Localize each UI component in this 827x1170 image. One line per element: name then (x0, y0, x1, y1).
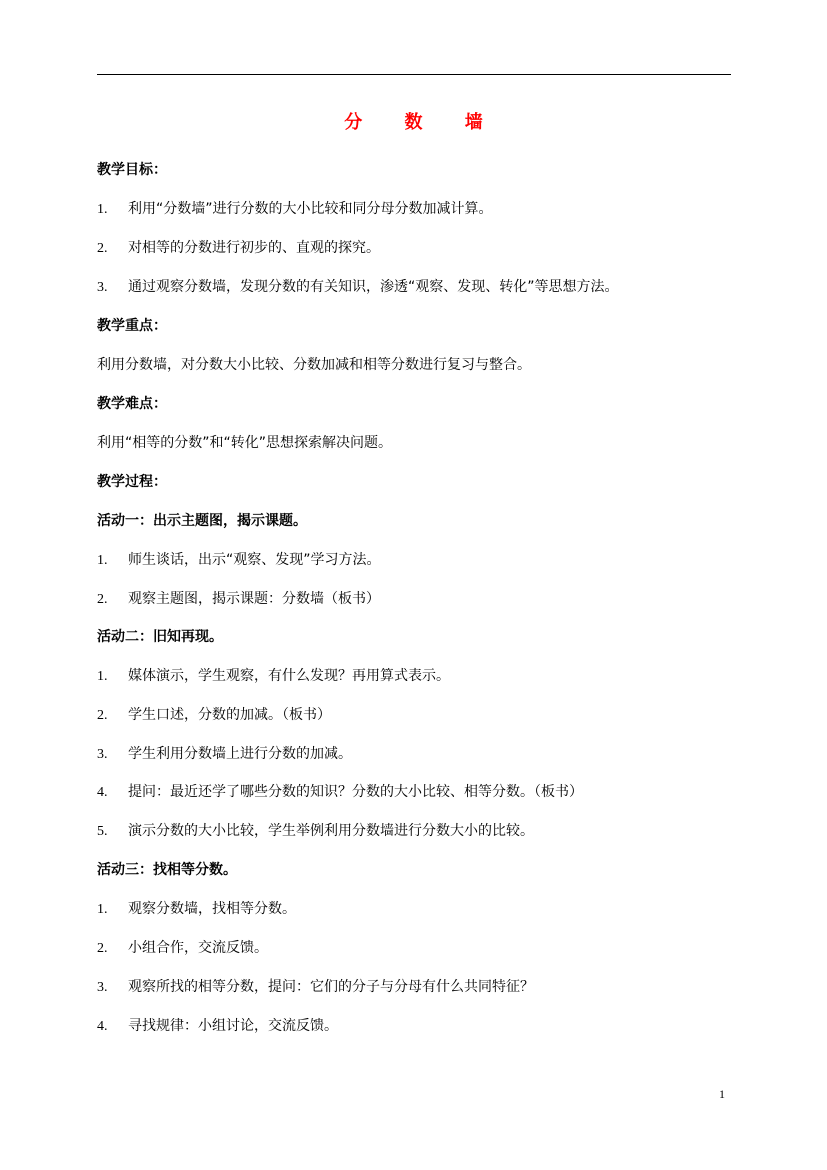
activity-3-item-3 (97, 977, 534, 998)
difficulties-heading: 教学难点： (97, 396, 167, 412)
objectives-heading: 教学目标： (97, 162, 167, 178)
key-points-text: 利用分数墙，对分数大小比较、分数加减和相等分数进行复习与整合。 (97, 357, 531, 373)
objective-item-1 (97, 199, 493, 220)
list-text: 寻找规律：小组讨论，交流反馈。 (128, 1018, 338, 1034)
list-number: 4. (97, 1019, 108, 1034)
list-number: 1. (97, 202, 108, 217)
activity-1-item-1 (97, 550, 381, 571)
list-text: 利用“分数墙”进行分数的大小比较和同分母分数加减计算。 (128, 201, 493, 217)
document-title: 分 数 墙 (344, 112, 501, 133)
activity-2-item-5 (97, 821, 534, 842)
list-number: 2. (97, 941, 108, 956)
list-number: 1. (97, 669, 108, 684)
activity-2-item-2 (97, 705, 331, 726)
activity-3-item-4 (97, 1016, 338, 1037)
list-text: 对相等的分数进行初步的、直观的探究。 (128, 240, 380, 256)
activity-3-item-2 (97, 938, 268, 959)
list-text: 观察所找的相等分数，提问：它们的分子与分母有什么共同特征？ (128, 979, 534, 995)
activity-3-item-1 (97, 899, 296, 920)
list-number: 5. (97, 824, 108, 839)
header-rule (97, 74, 731, 75)
list-number: 1. (97, 553, 108, 568)
activity-1-heading: 活动一：出示主题图，揭示课题。 (97, 513, 307, 529)
activity-2-item-4 (97, 782, 583, 803)
list-number: 2. (97, 708, 108, 723)
list-text: 通过观察分数墙，发现分数的有关知识，渗透“观察、发现、转化”等思想方法。 (128, 279, 619, 295)
objective-item-3 (97, 277, 619, 298)
list-text: 学生口述，分数的加减。（板书） (128, 707, 331, 723)
activity-3-heading: 活动三：找相等分数。 (97, 862, 237, 878)
list-number: 2. (97, 241, 108, 256)
list-text: 师生谈话，出示“观察、发现”学习方法。 (128, 552, 381, 568)
list-number: 2. (97, 592, 108, 607)
list-number: 3. (97, 980, 108, 995)
list-text: 观察主题图，揭示课题：分数墙（板书） (128, 591, 380, 607)
list-text: 学生利用分数墙上进行分数的加减。 (128, 746, 352, 762)
page-number: 1 (719, 1087, 725, 1101)
list-number: 3. (97, 280, 108, 295)
list-number: 1. (97, 902, 108, 917)
list-number: 4. (97, 785, 108, 800)
difficulties-text: 利用“相等的分数”和“转化”思想探索解决问题。 (97, 435, 393, 451)
list-text: 小组合作，交流反馈。 (128, 940, 268, 956)
list-text: 媒体演示，学生观察，有什么发现？再用算式表示。 (128, 668, 450, 684)
objective-item-2 (97, 238, 380, 259)
activity-1-item-2 (97, 589, 380, 610)
list-text: 提问：最近还学了哪些分数的知识？分数的大小比较、相等分数。（板书） (128, 784, 583, 800)
list-text: 演示分数的大小比较，学生举例利用分数墙进行分数大小的比较。 (128, 823, 534, 839)
activity-2-heading: 活动二：旧知再现。 (97, 629, 223, 645)
activity-2-item-3 (97, 744, 352, 765)
process-heading: 教学过程： (97, 474, 167, 490)
key-points-heading: 教学重点： (97, 318, 167, 334)
list-number: 3. (97, 747, 108, 762)
list-text: 观察分数墙，找相等分数。 (128, 901, 296, 917)
activity-2-item-1 (97, 666, 450, 687)
